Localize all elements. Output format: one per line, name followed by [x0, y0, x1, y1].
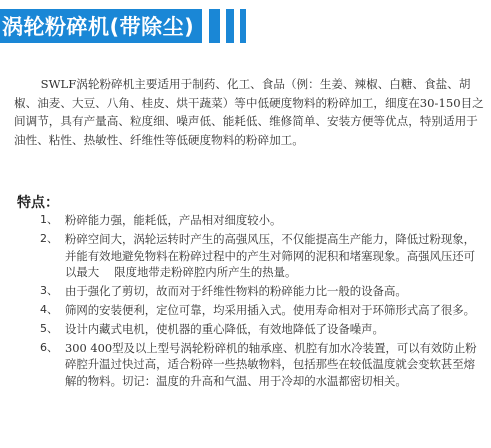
- decorative-bar: [209, 9, 220, 43]
- feature-number: 4、: [40, 302, 58, 316]
- feature-item: [38, 283, 484, 300]
- feature-number: 6、: [40, 340, 58, 354]
- feature-text: 粉碎能力强，能耗低，产品相对细度较小。: [65, 213, 282, 227]
- feature-item: [38, 231, 484, 281]
- feature-number: 5、: [40, 321, 58, 335]
- intro-section: [14, 75, 484, 149]
- feature-text: 由于强化了剪切，故而对于纤维性物料的粉碎能力比一般的设备高。: [65, 284, 407, 299]
- features-list: [38, 212, 484, 392]
- page-title: 涡轮粉碎机(带除尘): [0, 9, 202, 43]
- feature-item: [38, 212, 484, 229]
- feature-number: 2、: [40, 231, 58, 245]
- feature-number: 1、: [40, 213, 58, 226]
- intro-paragraph: SWLF涡轮粉碎机主要适用于制药、化工、食品（例：生姜、辣椒、白糖、食盐、胡椒、油麦、大豆、八角、桂皮、烘干蔬菜）等中低硬度物料的粉碎加工，细度在30-150目之间调节，具有产量高、粒度细、噪声低、能耗低、维修简单、安装方便等优点，特别适用于油性、粘性、热敏性、纤维性等低硬度物料的粉碎加工。: [14, 77, 484, 147]
- feature-text: 设计内藏式电机，使机器的重心降低，有效地降低了设备噪声。: [65, 321, 384, 336]
- feature-item: [38, 340, 484, 390]
- feature-number: 3、: [40, 284, 58, 298]
- feature-item: [38, 321, 484, 338]
- feature-item: [38, 302, 484, 319]
- features-heading: 特点：: [17, 195, 59, 211]
- feature-text: 粉碎空间大，涡轮运转时产生的高强风压，不仅能提高生产能力，降低过粉现象，并能有效地避免物料在粉碎过程中的产生对筛网的泥积和堵塞现象。高强风压还可以最大 限度地带走粉碎腔内所产生的热量。: [65, 231, 476, 280]
- decorative-bar: [226, 9, 234, 43]
- feature-text: 300 400型及以上型号涡轮粉碎机的轴承座、机腔有加水冷装置，可以有效防止粉碎腔升温过快过高，适合粉碎一些热敏物料，包括那些在较低温度就会变软甚至熔解的物料。切记：温度的升高和气温、用于冷却的水温都密切相关。: [65, 340, 477, 389]
- decorative-bar: [240, 9, 246, 43]
- header: [0, 9, 246, 43]
- feature-text: 筛网的安装便利，定位可靠，均采用插入式。使用寿命相对于环筛形式高了很多。: [65, 302, 476, 317]
